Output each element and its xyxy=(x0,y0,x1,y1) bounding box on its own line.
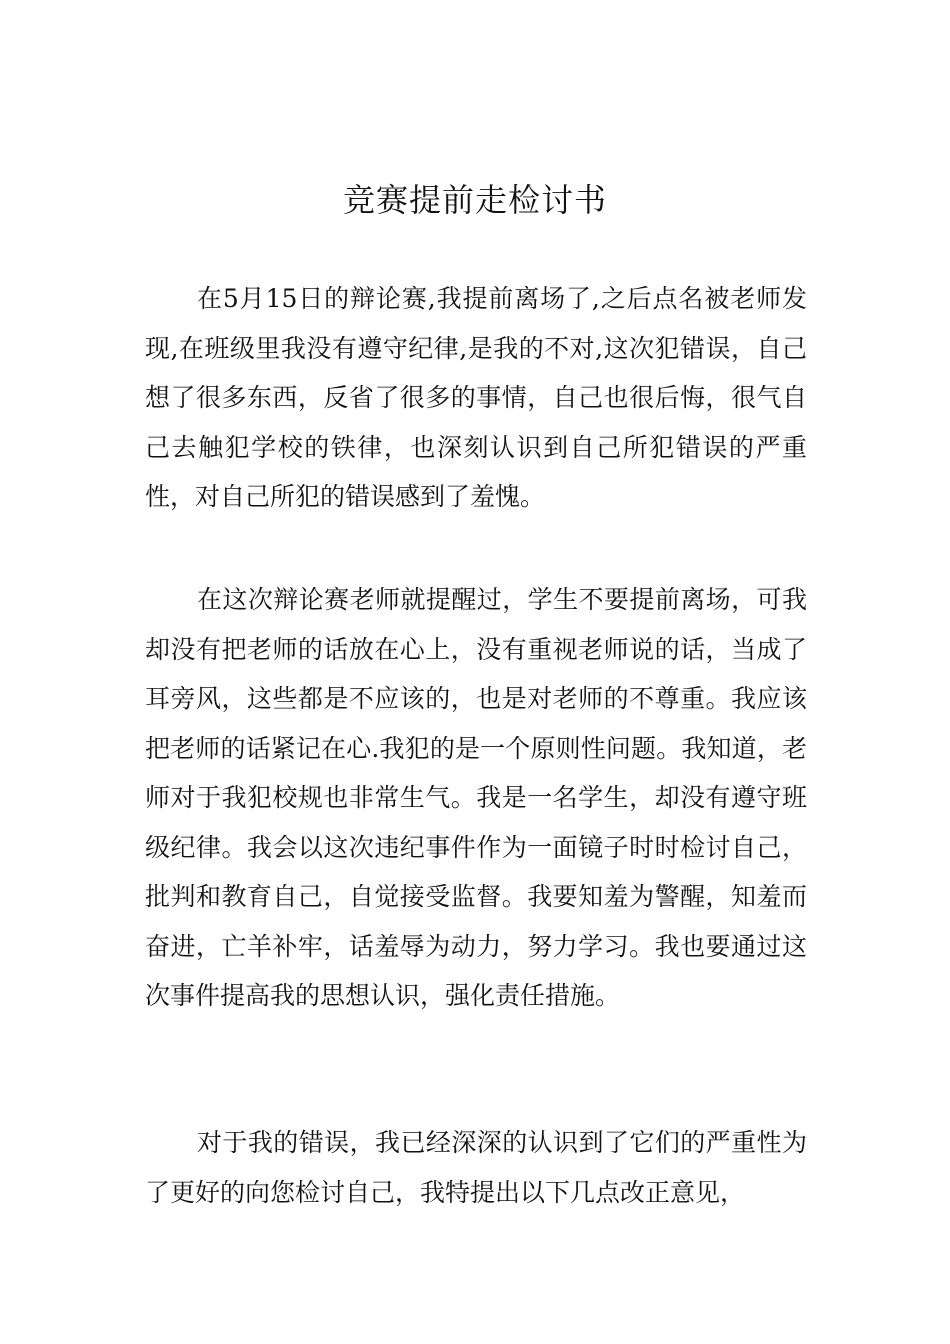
paragraph-1: 在5月15日的辩论赛,我提前离场了,之后点名被老师发现,在班级里我没有遵守纪律,是我的不对,这次犯错误，自己想了很多东西，反省了很多的事情，自己也很后悔，很气自己去触犯学校的铁律，也深刻认识到自己所犯错误的严重性，对自己所犯的错误感到了羞愧。 xyxy=(145,284,807,511)
paragraph-3: 对于我的错误，我已经深深的认识到了它们的严重性为了更好的向您检讨自己，我特提出以下几点改正意见， xyxy=(145,1128,807,1207)
document-title: 竞赛提前走检讨书 xyxy=(342,181,607,219)
paragraph-2: 在这次辩论赛老师就提醒过，学生不要提前离场，可我却没有把老师的话放在心上，没有重视老师说的话，当成了耳旁风，这些都是不应该的，也是对老师的不尊重。我应该把老师的话紧记在心.我犯的是一个原则性问题。我知道，老师对于我犯校规也非常生气。我是一名学生，却没有遵守班级纪律。我会以这次违纪事件作为一面镜子时时检讨自己，批判和教育自己，自觉接受监督。我要知羞为警醒，知羞而奋进，亡羊补牢，话羞辱为动力，努力学习。我也要通过这次事件提高我的思想认识，强化责任措施。 xyxy=(145,585,807,1010)
